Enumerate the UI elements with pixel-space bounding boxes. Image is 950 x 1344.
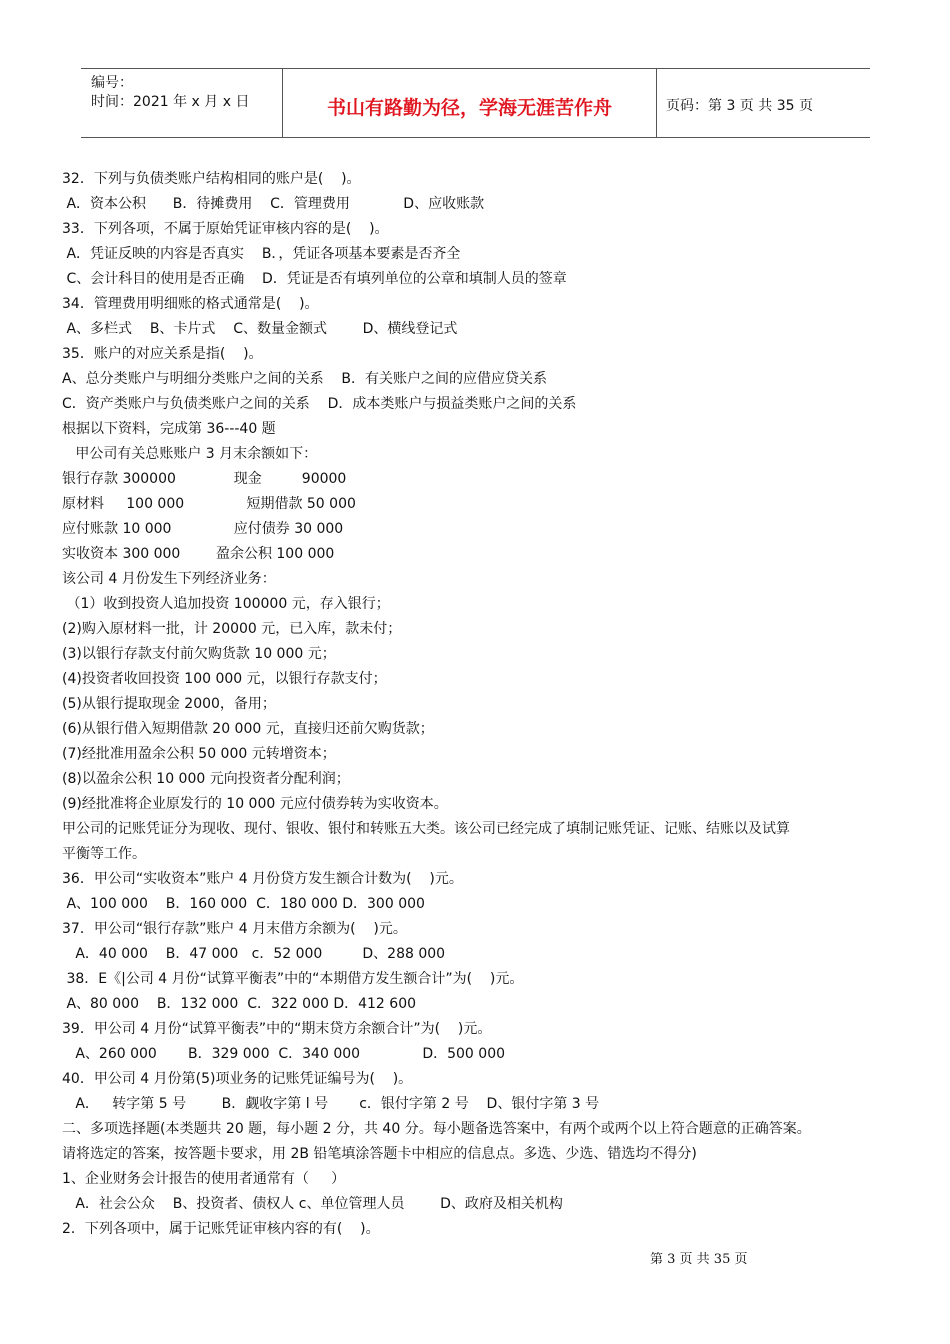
body-line: (5)从银行提取现金 2000，备用；: [62, 696, 276, 712]
page-footer: 第 3 页 共 35 页: [650, 1252, 748, 1267]
body-line: 34．管理费用明细账的格式通常是( )。: [62, 296, 319, 312]
body-line: 二、多项选择题(本类题共 20 题，每小题 2 分，共 40 分。每小题备选答案中，有两个或两个以上符合题意的正确答案。: [62, 1121, 811, 1137]
body-line: (7)经批准用盈余公积 50 000 元转增资本；: [62, 746, 336, 762]
body-line: A．凭证反映的内容是否真实 B．，凭证各项基本要素是否齐全: [62, 246, 461, 262]
body-line: A、多栏式 B、卡片式 C、数量金额式 D、横线登记式: [62, 321, 458, 337]
body-line: 38．E《|公司 4 月份“试算平衡表”中的“本期借方发生额合计”为( )元。: [62, 971, 524, 987]
body-line: 原材料 100 000 短期借款 50 000: [62, 496, 356, 512]
body-line: 40．甲公司 4 月份第(5)项业务的记账凭证编号为( )。: [62, 1071, 413, 1087]
body-line: 平衡等工作。: [62, 846, 146, 862]
body-line: 36．甲公司“实收资本”账户 4 月份贷方发生额合计数为( )元。: [62, 871, 463, 887]
body-line: 银行存款 300000 现金 90000: [62, 471, 347, 487]
header-motto: 书山有路勤为径，学海无涯苦作舟: [326, 97, 612, 119]
body-line: 33．下列各项，不属于原始凭证审核内容的是( )。: [62, 221, 389, 237]
document-code-label: 编号：: [91, 75, 133, 91]
document-date-label: 时间：2021 年 x 月 x 日: [91, 94, 250, 110]
header-page-info: 页码：第 3 页 共 35 页: [666, 98, 813, 114]
body-line: 1、企业财务会计报告的使用者通常有（ ）: [62, 1171, 346, 1187]
body-line: A．社会公众 B、投资者、债权人 c、单位管理人员 D、政府及相关机构: [62, 1196, 563, 1212]
body-line: 根据以下资料，完成第 36---40 题: [62, 421, 276, 437]
body-line: 甲公司的记账凭证分为现收、现付、银收、银付和转账五大类。该公司已经完成了填制记账凭证、记账、结账以及试算: [62, 821, 790, 837]
body-line: 37．甲公司“银行存款”账户 4 月末借方余额为( )元。: [62, 921, 407, 937]
body-line: C、会计科目的使用是否正确 D．凭证是否有填列单位的公章和填制人员的签章: [62, 271, 567, 287]
body-line: A、总分类账户与明细分类账户之间的关系 B．有关账户之间的应借应贷关系: [62, 371, 547, 387]
body-line: 32．下列与负债类账户结构相同的账户是( )。: [62, 171, 361, 187]
body-line: (9)经批准将企业原发行的 10 000 元应付债券转为实收资本。: [62, 796, 448, 812]
body-line: 应付账款 10 000 应付债券 30 000: [62, 521, 344, 537]
body-line: 实收资本 300 000 盈余公积 100 000: [62, 546, 335, 562]
body-line: A、260 000 B．329 000 C．340 000 D．500 000: [62, 1046, 506, 1062]
body-line: 35．账户的对应关系是指( )。: [62, 346, 263, 362]
body-line: (8)以盈余公积 10 000 元向投资者分配利润；: [62, 771, 350, 787]
body-line: 该公司 4 月份发生下列经济业务：: [62, 571, 276, 587]
body-line: 甲公司有关总账账户 3 月末余额如下：: [62, 446, 318, 462]
body-line: (3)以银行存款支付前欠购货款 10 000 元；: [62, 646, 336, 662]
body-line: A．40 000 B．47 000 c．52 000 D、288 000: [62, 946, 446, 962]
page-header: [81, 68, 870, 138]
body-line: 2．下列各项中，属于记账凭证审核内容的有( )。: [62, 1221, 380, 1237]
header-page-cell: [656, 69, 870, 137]
body-line: (2)购入原材料一批，计 20000 元，已入库，款未付；: [62, 621, 402, 637]
body-line: 39．甲公司 4 月份“试算平衡表”中的“期末贷方余额合计”为( )元。: [62, 1021, 492, 1037]
body-line: （1）收到投资人追加投资 100000 元，存入银行；: [62, 596, 390, 612]
body-line: C．资产类账户与负债类账户之间的关系 D．成本类账户与损益类账户之间的关系: [62, 396, 577, 412]
header-meta-cell: [81, 69, 282, 137]
body-line: (4)投资者收回投资 100 000 元，以银行存款支付；: [62, 671, 387, 687]
header-motto-cell: [282, 69, 657, 137]
body-line: A． 转字第 5 号 B．觑收字第 l 号 c．银付字第 2 号 D、银付字第 3 号: [62, 1096, 600, 1112]
body-line: A、80 000 B．132 000 C．322 000 D．412 600: [62, 996, 417, 1012]
body-line: (6)从银行借入短期借款 20 000 元，直接归还前欠购货款；: [62, 721, 434, 737]
body-line: 请将选定的答案，按答题卡要求，用 2B 铅笔填涂答题卡中相应的信息点。多选、少选、错选均不得分): [62, 1146, 697, 1162]
body-line: A．资本公积 B．待摊费用 C．管理费用 D、应收账款: [62, 196, 485, 212]
body-line: A、100 000 B．160 000 C．180 000 D．300 000: [62, 896, 425, 912]
